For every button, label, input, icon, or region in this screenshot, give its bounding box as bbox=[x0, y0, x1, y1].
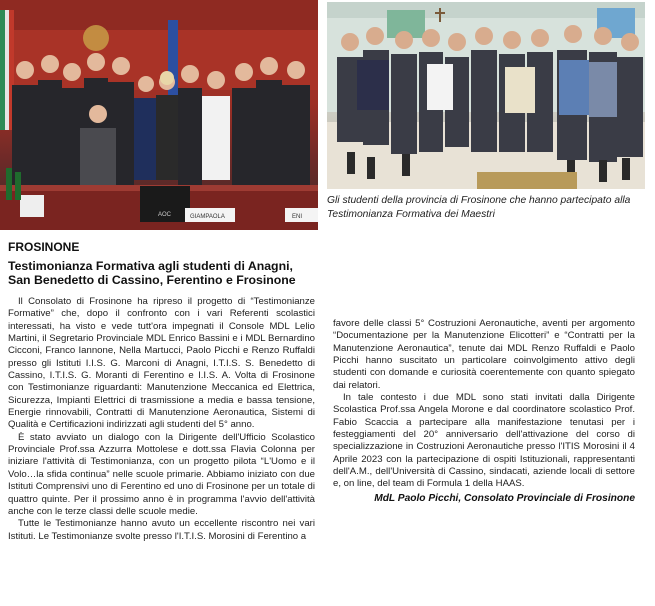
group-photo-hall-illustration bbox=[0, 0, 318, 230]
students-group-photo-illustration bbox=[327, 2, 645, 189]
nameplate-2: ENI bbox=[292, 214, 303, 220]
paragraph: È stato avviato un dialogo con la Dirigente dell'Ufficio Scolastico Provinciale Prof.ssa Azzurra Mottolese e dott.ssa Flavia Colonna per iniziare l'attività di Testimonianza, con un progetto pilota “L'Uomo e il Volo…la sfida continua” nelle scuole primarie. Abbiamo iniziato con due Istituti Comprensivi uno di Ferentino ed uno di Frosinone per un totale di quattro quinte. Per il prossimo anno è in programma l'avvio dell'attività anche con le terze classi delle scuole medie. bbox=[8, 431, 315, 517]
article-headline: Testimonianza Formativa agli studenti di Anagni, San Benedetto di Cassino, Ferentino e Frosinone bbox=[8, 259, 296, 287]
paragraph: Tutte le Testimonianze hanno avuto un eccellente riscontro nei vari Istituti. Le Testimonianze svolte presso l'I.T.I.S. Morosini di Ferentino a bbox=[8, 518, 315, 542]
section-kicker: FROSINONE bbox=[8, 240, 80, 254]
photo-caption: Gli studenti della provincia di Frosinone che hanno partecipato alla Testimonianza Formativa dei Maestri bbox=[327, 195, 631, 220]
group-photo-hall bbox=[0, 0, 318, 230]
article-signature: MdL Paolo Picchi, Consolato Provinciale di Frosinone bbox=[374, 493, 635, 504]
monitor-label: AOC bbox=[158, 212, 172, 218]
paragraph: favore delle classi 5° Costruzioni Aeronautiche, aventi per argomento “Documentazione per la Manutenzione Elicotteri” e “Contratti per la Manutenzione Aeronautica”, tenute dai MDL Renzo Ruffaldi e Paolo Picchi hanno suscitato un particolare coinvolgimento attivo degli studenti con domande e curiosità coerentemente con quanto spiegato dai relatori. bbox=[333, 318, 635, 391]
article-column-left bbox=[8, 296, 315, 543]
nameplate-1: GIAMPAOLA bbox=[190, 214, 225, 220]
paragraph: In tale contesto i due MDL sono stati invitati dalla Dirigente Scolastica Prof.ssa Angela Morone e dal coordinatore scolastico Prof. Fabio Scaccia a partecipare alla manifestazione tenutasi per i festeggiamenti del 20° anniversario dell'attivazione del corso di specializzazione in Costruzioni Aeronautiche presso l'ITIS Morosini il 4 Aprile 2023 con la partecipazione di ospiti Istituzionali, rappresentanti dell'A.M., dell'Università di Cassino, sindacati, aziende locali di settore e, on line, del team di Formula 1 della HAAS. bbox=[333, 392, 635, 490]
students-group-photo bbox=[327, 2, 645, 189]
paragraph: Il Consolato di Frosinone ha ripreso il progetto di “Testimonianze Formative” che, dopo il confronto con i vari Referenti scolastici interessati, ha visto e vede tutt'ora impegnati il Console MDL Lelio Martini, il Segretario Provinciale MDL Enrico Bassini e i MDL Bernardino Cicconi, Franco Iannone, Nella Martucci, Paolo Picchi e Renzo Ruffaldi presso gli Istituti I.I.S. G. Marconi di Anagni, I.T.I.S. S. Benedetto di Cassino, I.T.I.S. G. Moranti di Ferentino e I.I.S. A. Volta di Frosinone con Testimonianze riguardanti: Manutenzione Meccanica ed Elettrica, Sicurezza, Impianti Elettrici di trasmissione a media e bassa tensione, Energie rinnovabili, Contratti di Manutenzione Aeronautica, Sistemi di Qualità e Certificazioni indirizzati agli studenti del 5° anno. bbox=[8, 296, 315, 431]
article-column-right bbox=[333, 318, 635, 491]
